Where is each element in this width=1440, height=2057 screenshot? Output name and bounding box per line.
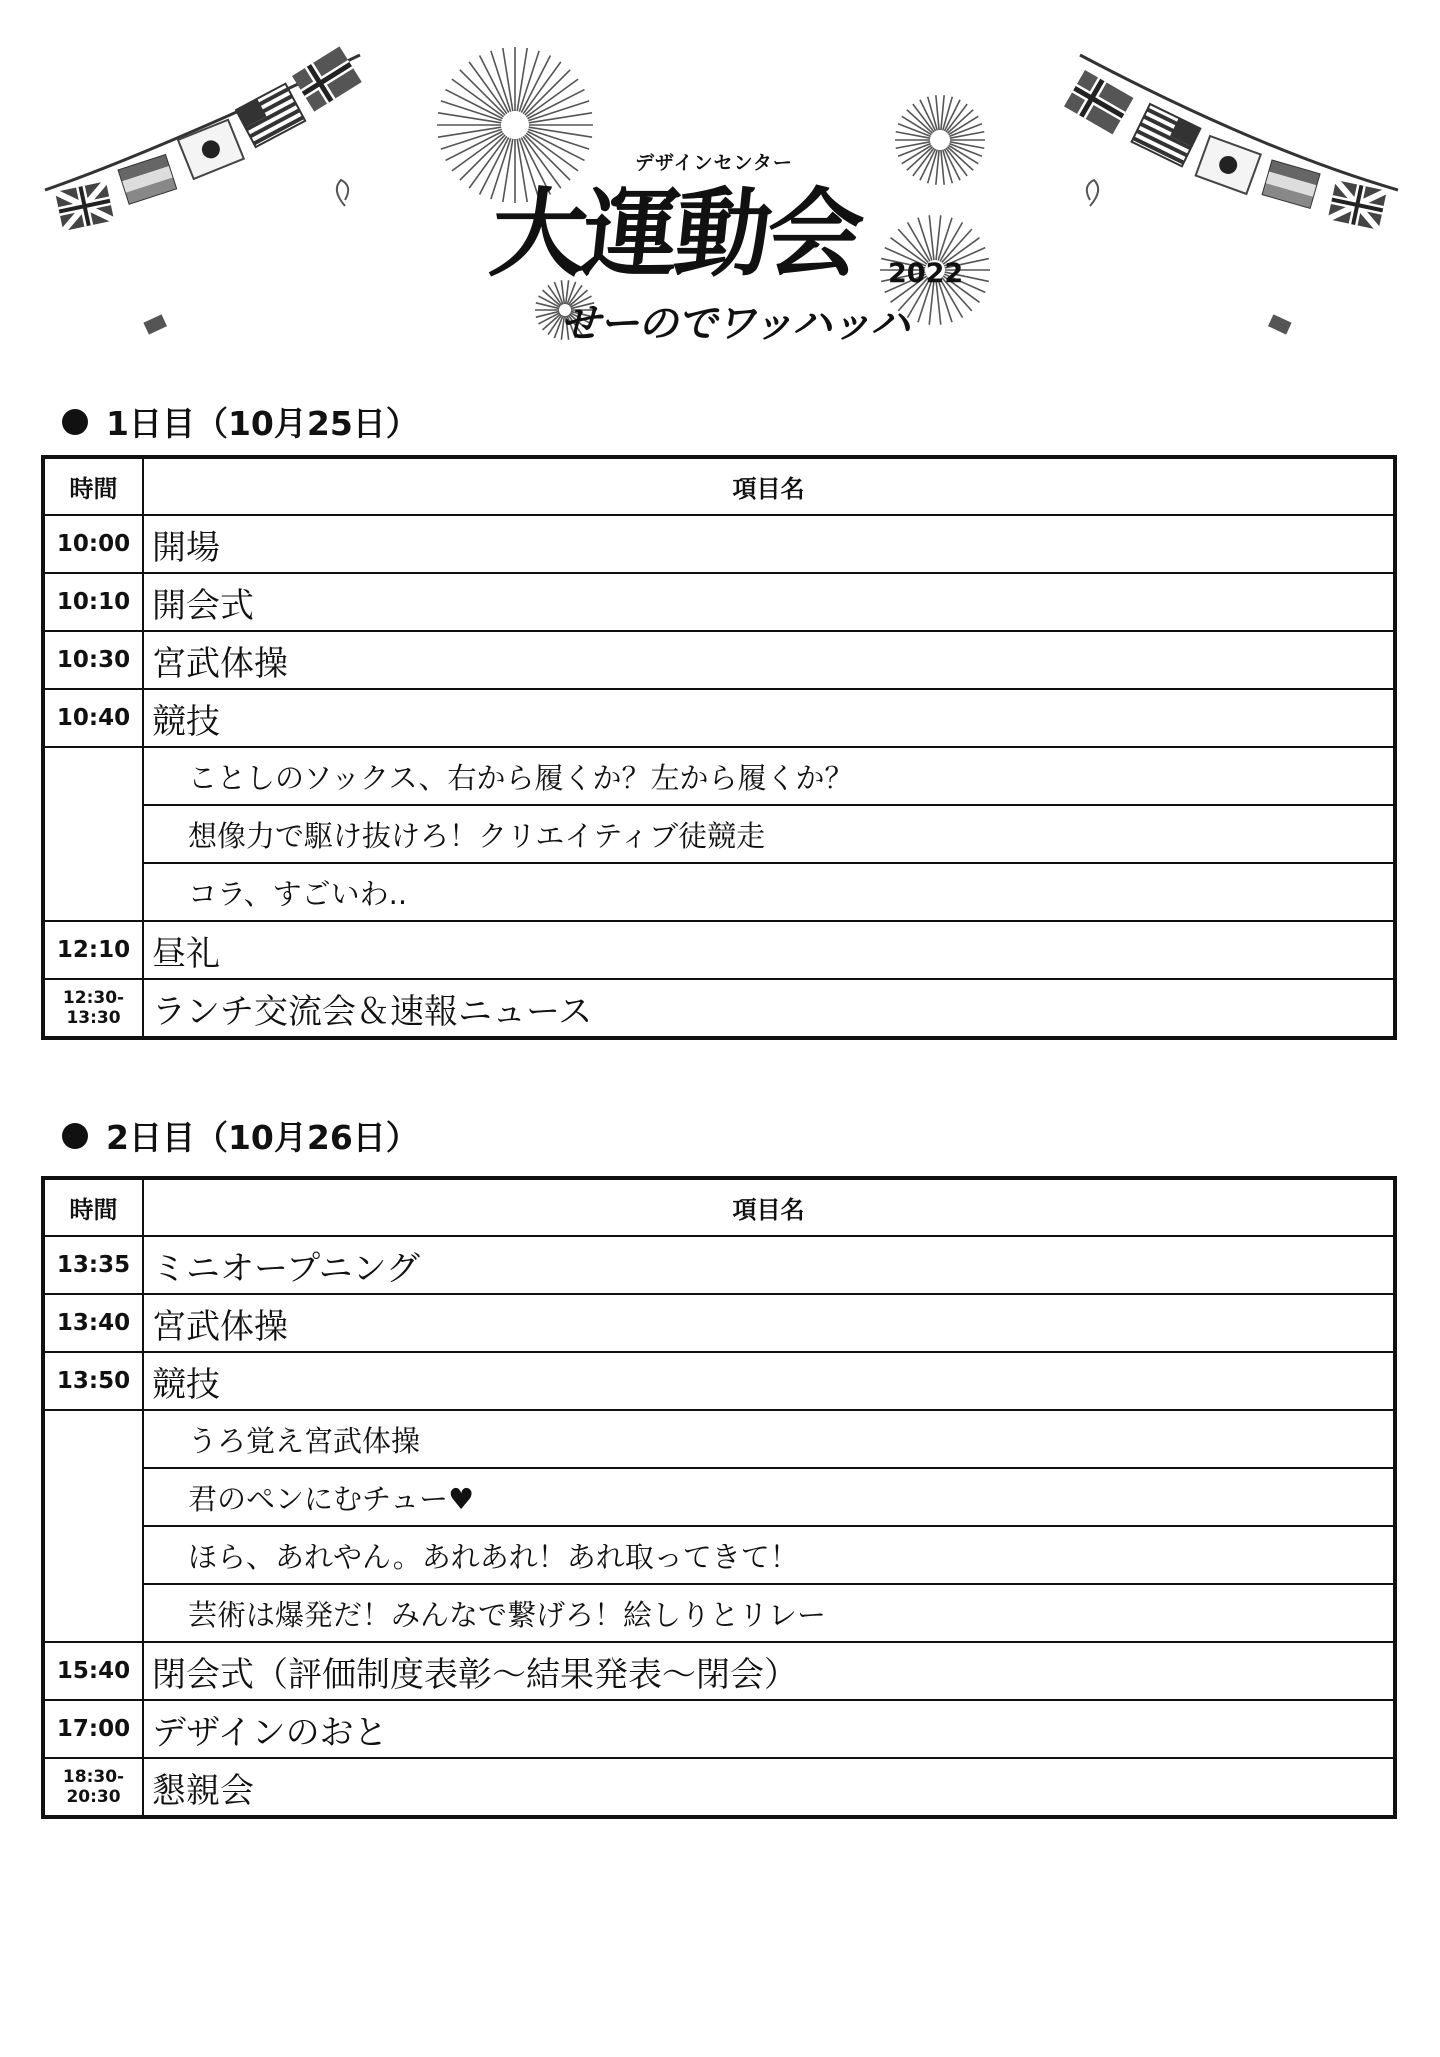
day1-heading [62,398,419,445]
day2-heading [62,1112,419,1159]
time-cell [43,1526,143,1584]
bullet-icon [62,1123,88,1149]
item-column-header: 項目名 [143,457,1395,515]
time-cell [43,747,143,805]
schedule-row [43,979,1395,1038]
left-flag-japan [178,120,244,179]
event-subitem-row [43,805,1395,863]
right-flag-usa [1132,104,1201,166]
schedule-row [43,631,1395,689]
bullet-icon [62,409,88,435]
schedule-row [43,573,1395,631]
time-cell: 12:30- 13:30 [43,979,143,1038]
day1-heading-text: 1日目（10月25日） [106,404,419,443]
schedule-row [43,515,1395,573]
day2-schedule-table [41,1176,1397,1819]
time-cell: 13:35 [43,1236,143,1294]
item-cell: 競技 [143,689,1395,747]
logo-year: 2022 [888,258,964,289]
time-cell: 10:10 [43,573,143,631]
time-cell [43,805,143,863]
left-flag-norway [292,46,362,111]
time-cell: 10:30 [43,631,143,689]
event-subitem-row [43,863,1395,921]
item-cell: 昼礼 [143,921,1395,979]
day2-heading-text: 2日目（10月26日） [106,1118,419,1157]
logo-subtitle: デザインセンター [635,152,793,174]
right-flag-norway [1064,70,1133,134]
schedule-row [43,1236,1395,1294]
item-cell: ランチ交流会＆速報ニュース [143,979,1395,1038]
header-artwork [0,0,1440,370]
time-cell: 18:30- 20:30 [43,1758,143,1817]
item-cell: 懇親会 [143,1758,1395,1817]
event-subitem-row [43,1468,1395,1526]
schedule-row [43,921,1395,979]
item-cell: コラ、すごいわ.. [143,863,1395,921]
item-cell: デザインのおと [143,1700,1395,1758]
item-cell: 君のペンにむチュー♥ [143,1468,1395,1526]
item-cell: 想像力で駆け抜けろ！クリエイティブ徒競走 [143,805,1395,863]
day1-schedule-table [41,455,1397,1040]
item-cell: 宮武体操 [143,631,1395,689]
time-cell [43,1410,143,1468]
time-cell: 13:50 [43,1352,143,1410]
schedule-row [43,1352,1395,1410]
event-subitem-row [43,1584,1395,1642]
time-cell: 13:40 [43,1294,143,1352]
time-cell [43,863,143,921]
schedule-row [43,1642,1395,1700]
time-cell [43,1468,143,1526]
time-column-header: 時間 [43,457,143,515]
logo-slogan: せーのでワッハッハ [560,300,909,347]
item-column-header: 項目名 [143,1178,1395,1236]
schedule-row [43,1758,1395,1817]
time-cell: 15:40 [43,1642,143,1700]
time-cell: 17:00 [43,1700,143,1758]
item-cell: ミニオープニング [143,1236,1395,1294]
right-flag-stripes [1262,160,1320,208]
event-subitem-row [43,1410,1395,1468]
time-cell: 10:40 [43,689,143,747]
right-flag-japan [1196,136,1261,194]
item-cell: 芸術は爆発だ！みんなで繋げろ！絵しりとリレー [143,1584,1395,1642]
table-header-row [43,1178,1395,1236]
time-column-header: 時間 [43,1178,143,1236]
item-cell: うろ覚え宮武体操 [143,1410,1395,1468]
item-cell: 宮武体操 [143,1294,1395,1352]
item-cell: ほら、あれやん。あれあれ！あれ取ってきて！ [143,1526,1395,1584]
logo-title: 大運動会 [485,177,866,290]
item-cell: ことしのソックス、右から履くか？左から履くか？ [143,747,1395,805]
schedule-row [43,689,1395,747]
left-flag-stripes [118,155,177,205]
event-subitem-row [43,747,1395,805]
left-flag-uk [55,181,114,231]
item-cell: 閉会式（評価制度表彰～結果発表～閉会） [143,1642,1395,1700]
left-flag-usa [236,84,305,147]
right-flag-uk [1328,180,1387,230]
item-cell: 開会式 [143,573,1395,631]
item-cell: 競技 [143,1352,1395,1410]
schedule-row [43,1294,1395,1352]
time-cell [43,1584,143,1642]
firework-burst-right [895,95,985,185]
schedule-row [43,1700,1395,1758]
item-cell: 開場 [143,515,1395,573]
time-cell: 10:00 [43,515,143,573]
table-header-row [43,457,1395,515]
event-subitem-row [43,1526,1395,1584]
time-cell: 12:10 [43,921,143,979]
